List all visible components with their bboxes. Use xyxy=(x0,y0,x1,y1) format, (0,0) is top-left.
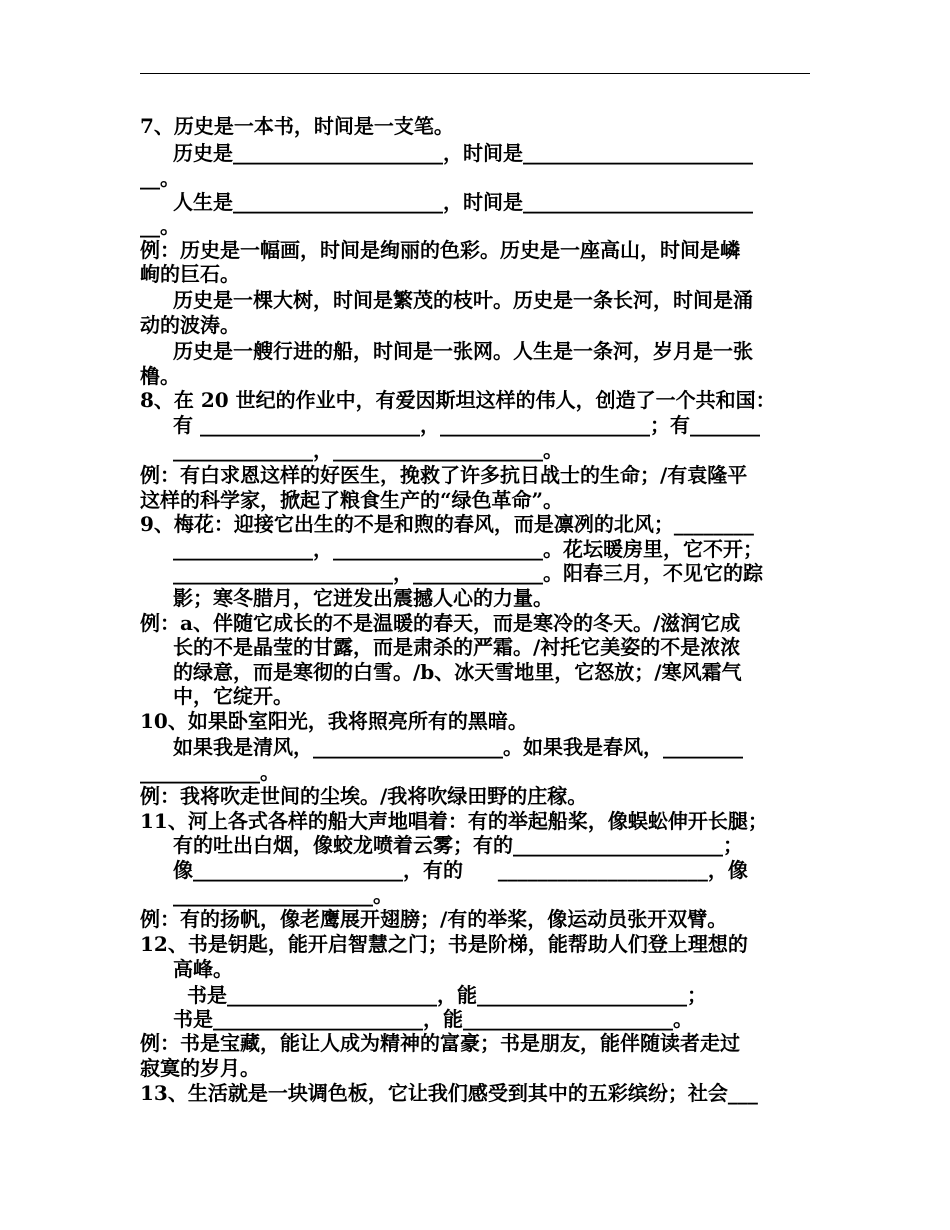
question-7-line-3: __。 xyxy=(140,166,180,190)
example-9-line-2: 长的不是晶莹的甘露，而是肃杀的严霜。/衬托它美姿的不是浓浓 xyxy=(173,635,741,659)
question-12-line-4: 书是_____________________，能_____________________。 xyxy=(173,1007,693,1031)
question-10-line-2: 如果我是清风，___________________。如果我是春风，________ xyxy=(173,735,743,759)
question-8-line-2: 有 ______________________，_____________________；有_______ xyxy=(173,413,760,437)
example-12-line-2: 寂寞的岁月。 xyxy=(140,1056,260,1080)
example-7-line-2: 峋的巨石。 xyxy=(140,262,240,286)
example-8-line-1: 例：有白求恩这样的好医生，挽救了许多抗日战士的生命；/有袁隆平 xyxy=(140,463,748,487)
question-8-line-1: 8、在 20 世纪的作业中，有爱因斯坦这样的伟人，创造了一个共和国： xyxy=(140,388,776,412)
example-12-line-1: 例：书是宝藏，能让人成为精神的富豪；书是朋友，能伴随读者走过 xyxy=(140,1031,740,1055)
question-11-line-1: 11、河上各式各样的船大声地唱着：有的举起船桨，像蜈蚣伸开长腿； xyxy=(140,809,768,833)
question-7-line-4: 人生是_____________________，时间是_______________________ xyxy=(173,190,753,214)
question-12-line-3: 书是_____________________，能_____________________； xyxy=(187,983,707,1007)
question-7-line-2: 历史是_____________________，时间是_______________________ xyxy=(173,141,753,165)
question-7-line-5: __。 xyxy=(140,214,180,238)
example-9-line-1: 例：a、伴随它成长的不是温暖的春天，而是寒冷的冬天。/滋润它成 xyxy=(140,611,741,635)
question-9-line-1: 9、梅花：迎接它出生的不是和煦的春风，而是凛冽的北风；________ xyxy=(140,512,754,536)
question-9-line-3: ______________________，_____________。阳春三月，不见它的踪 xyxy=(173,561,763,585)
question-12-line-2: 高峰。 xyxy=(173,957,233,981)
example-9-line-4: 中，它绽开。 xyxy=(173,684,293,708)
example-10-line-1: 例：我将吹走世间的尘埃。/我将吹绿田野的庄稼。 xyxy=(140,784,588,808)
header-rule xyxy=(140,73,810,74)
question-10-line-1: 10、如果卧室阳光，我将照亮所有的黑暗。 xyxy=(140,709,528,733)
question-12-line-1: 12、书是钥匙，能开启智慧之门；书是阶梯，能帮助人们登上理想的 xyxy=(140,932,748,956)
question-8-line-3: ______________，_____________________。 xyxy=(173,438,563,462)
example-8-line-2: 这样的科学家，掀起了粮食生产的“绿色革命”。 xyxy=(140,488,564,512)
example-7-line-1: 例：历史是一幅画，时间是绚丽的色彩。历史是一座高山，时间是嶙 xyxy=(140,238,740,262)
example-7-line-3: 历史是一棵大树，时间是繁茂的枝叶。历史是一条长河，时间是涌 xyxy=(173,288,753,312)
question-11-line-3: 像_____________________，有的 _____________________，像 xyxy=(173,858,748,882)
question-13-line-1: 13、生活就是一块调色板，它让我们感受到其中的五彩缤纷；社会___ xyxy=(140,1081,758,1105)
example-9-line-3: 的绿意，而是寒彻的白雪。/b、冰天雪地里，它怒放；/寒风霜气 xyxy=(173,660,742,684)
example-11-line-1: 例：有的扬帆，像老鹰展开翅膀；/有的举桨，像运动员张开双臂。 xyxy=(140,907,728,931)
question-10-line-3: ____________。 xyxy=(140,760,280,784)
question-9-line-2: ______________，_____________________。花坛暖房里，它不开； xyxy=(173,537,763,561)
question-11-line-4: ____________________。 xyxy=(173,883,393,907)
example-7-line-6: 橹。 xyxy=(140,364,180,388)
example-7-line-5: 历史是一艘行进的船，时间是一张网。人生是一条河，岁月是一张 xyxy=(173,339,753,363)
question-7-line-1: 7、历史是一本书，时间是一支笔。 xyxy=(140,114,454,138)
question-11-line-2: 有的吐出白烟，像蛟龙喷着云雾；有的_____________________； xyxy=(173,833,743,857)
question-9-line-4: 影；寒冬腊月，它迸发出震撼人心的力量。 xyxy=(173,586,553,610)
example-7-line-4: 动的波涛。 xyxy=(140,313,240,337)
